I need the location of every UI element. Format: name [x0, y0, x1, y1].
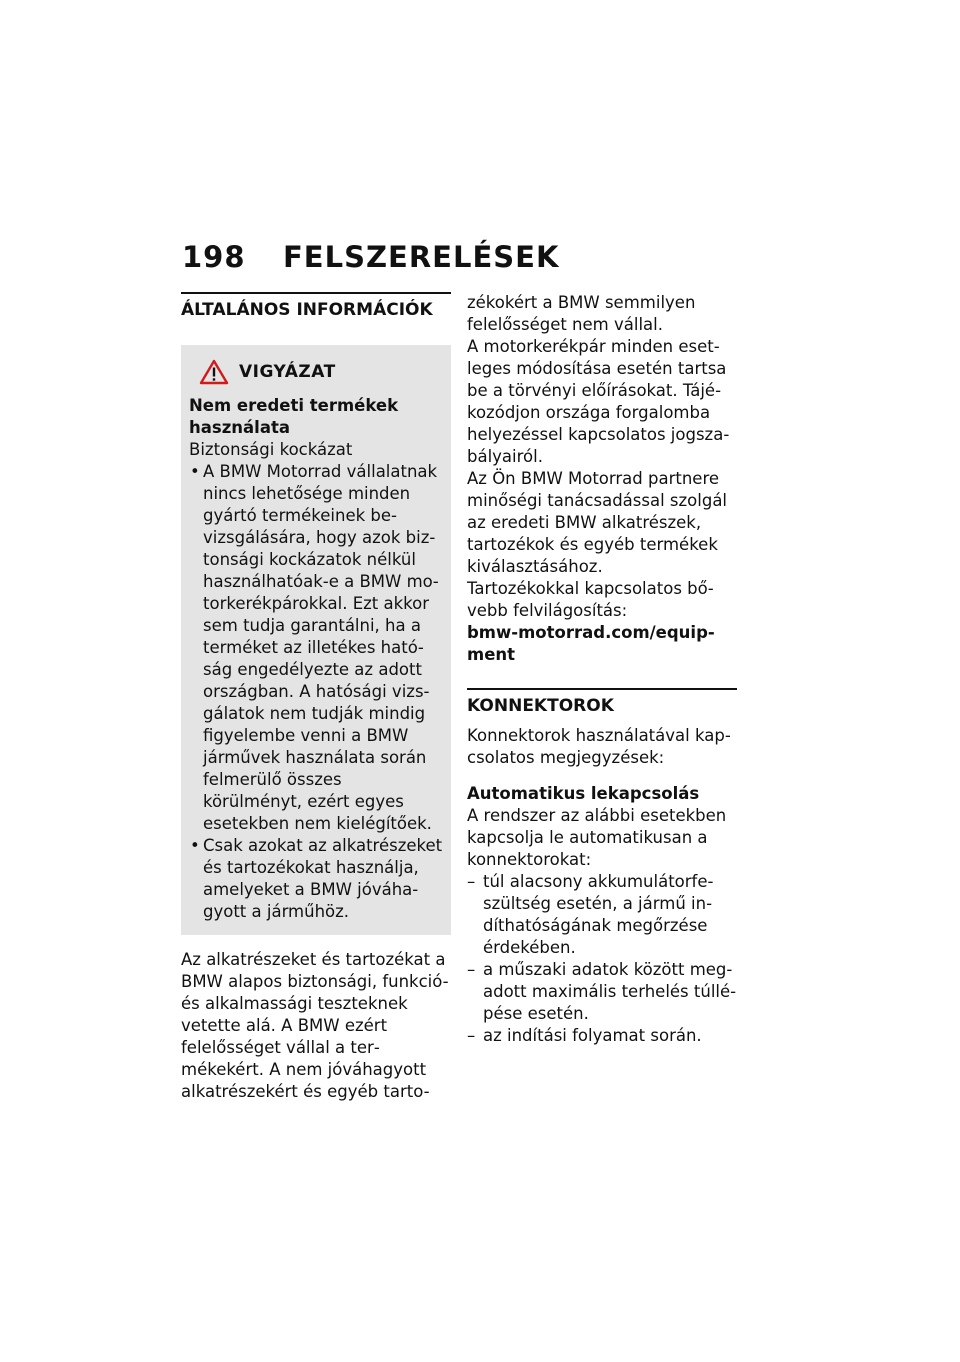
- auto-off-item: – az indítási folyamat során.: [467, 1025, 737, 1047]
- connectors-intro: Konnektorok használatával kapcsolatos megjegyzések:: [467, 726, 731, 767]
- warning-triangle-icon: [199, 359, 229, 385]
- auto-off-item: – a műszaki adatok között megadott maximális terhelés túllépése esetén.: [467, 959, 737, 1025]
- paragraph-partner: Az Ön BMW Motorrad partnere minőségi tanácsadással szolgál az eredeti BMW alkatrészek, tartozékok és egyéb termékek kiválasztásához.: [467, 469, 728, 576]
- warning-bullet: • A BMW Motorrad vállalatnak nincs lehetősége minden gyártó termékeinek bevizsgálására, hogy azok biztonsági kockázatok nélkül használhatóak-e a BMW motorkerékpárokkal. Ezt akkor sem tudja garantálni, ha a terméket az illetékes hatóság engedélyezte az adott országban. A hatósági vizsgálatok nem tudják mindig figyelembe venni a BMW járművek használata során felmerülő összes körülményt, ezért egyes esetekben nem kielégítőek.: [189, 461, 443, 835]
- body-paragraph: Az alkatrészeket és tartozékat a BMW alapos biztonsági, funkció- és alkalmassági teszteknek vetette alá. A BMW ezért felelősséget vállal a termékekért. A nem jóváhagyott alkatrészekért és egyéb tarto-: [181, 950, 449, 1101]
- page-header: [182, 240, 742, 280]
- auto-off-intro: A rendszer az alábbi esetekben kapcsolja le automatikusan a konnektorokat:: [467, 806, 727, 869]
- paragraph-modifications: A motorkerékpár minden esetleges módosítása esetén tartsa be a törvényi előírásokat. Tájékozódjon országa forgalomba helyezéssel kapcsolatos jogszabályairól.: [467, 337, 730, 466]
- section-title-connectors: KONNEKTOROK: [467, 688, 737, 725]
- warning-header: [199, 359, 443, 385]
- left-column: [181, 292, 451, 1103]
- subsection-title-auto-off: Automatikus lekapcsolás: [467, 784, 700, 803]
- paragraph-more-info: Tartozékokkal kapcsolatos bővebb felvilágosítás:: [467, 579, 714, 620]
- website-link[interactable]: bmw-motorrad.com/equipment: [467, 623, 715, 664]
- warning-title: Nem eredeti termékek használata: [189, 396, 399, 437]
- warning-box: [181, 345, 451, 935]
- warning-bullet-list: [189, 461, 443, 923]
- page-number: 198: [182, 240, 246, 274]
- warning-bullet: • Csak azokat az alkatrészeket és tartozékokat használja, amelyeket a BMW jóváhagyott a járműhöz.: [189, 835, 443, 923]
- auto-off-item: – túl alacsony akkumulátorfeszültség esetén, a jármű indíthatóságának megőrzése érdekében.: [467, 871, 737, 959]
- section-title-general-info: ÁLTALÁNOS INFORMÁCIÓK: [181, 292, 451, 329]
- auto-off-list: [467, 871, 737, 1047]
- continued-paragraph: zékokért a BMW semmilyen felelősséget nem vállal.: [467, 293, 696, 334]
- warning-subtitle: Biztonsági kockázat: [189, 440, 353, 459]
- chapter-title: FELSZERELÉSEK: [283, 240, 560, 274]
- warning-label: VIGYÁZAT: [239, 362, 336, 382]
- right-column: [467, 292, 737, 1047]
